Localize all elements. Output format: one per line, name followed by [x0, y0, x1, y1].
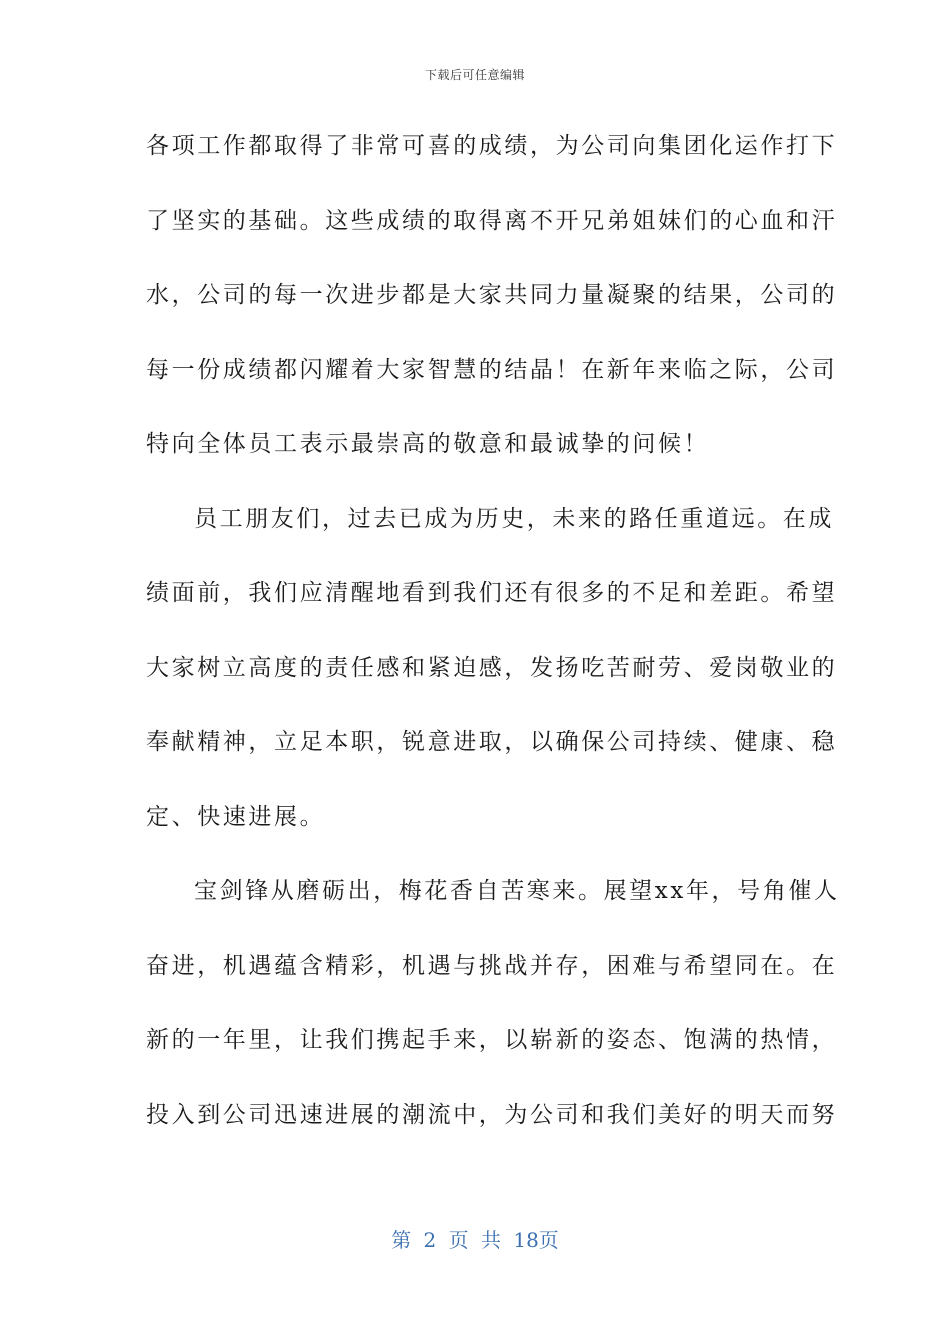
text-line: 定、快速进展。 — [146, 803, 326, 830]
text-line: 奉献精神，立足本职，锐意进取，以确保公司持续、健康、稳 — [146, 729, 838, 755]
document-body — [146, 124, 840, 1167]
text-line: 绩面前，我们应清醒地看到我们还有很多的不足和差距。希望 — [146, 580, 838, 606]
text-line: 了坚实的基础。这些成绩的取得离不开兄弟姐妹们的心血和汗 — [146, 207, 838, 234]
text-line: 投入到公司迅速进展的潮流中，为公司和我们美好的明天而努 — [146, 1101, 838, 1128]
text-line: 新的一年里，让我们携起手来，以崭新的姿态、饱满的热情， — [146, 1027, 838, 1053]
page-number-footer: 第 2 页 共 18页 — [391, 1228, 559, 1252]
text-line: 特向全体员工表示最崇高的敬意和最诚挚的问候！ — [146, 431, 710, 457]
text-line: 奋进，机遇蕴含精彩，机遇与挑战并存，困难与希望同在。在 — [146, 952, 838, 979]
text-line: 水，公司的每一次进步都是大家共同力量凝聚的结果，公司的 — [146, 282, 838, 308]
text-line: 各项工作都取得了非常可喜的成绩，为公司向集团化运作打下 — [146, 133, 838, 159]
text-line: 大家树立高度的责任感和紧迫感，发扬吃苦耐劳、爱岗敬业的 — [146, 654, 838, 681]
paragraph-first-line: 员工朋友们，过去已成为历史，未来的路任重道远。在成 — [194, 505, 834, 532]
text-line: 每一份成绩都闪耀着大家智慧的结晶！在新年来临之际，公司 — [146, 356, 838, 383]
paragraph-first-line: 宝剑锋从磨砺出，梅花香自苦寒来。展望xx年，号角催人 — [194, 878, 840, 904]
page-header: 下载后可任意编辑 — [424, 68, 525, 82]
